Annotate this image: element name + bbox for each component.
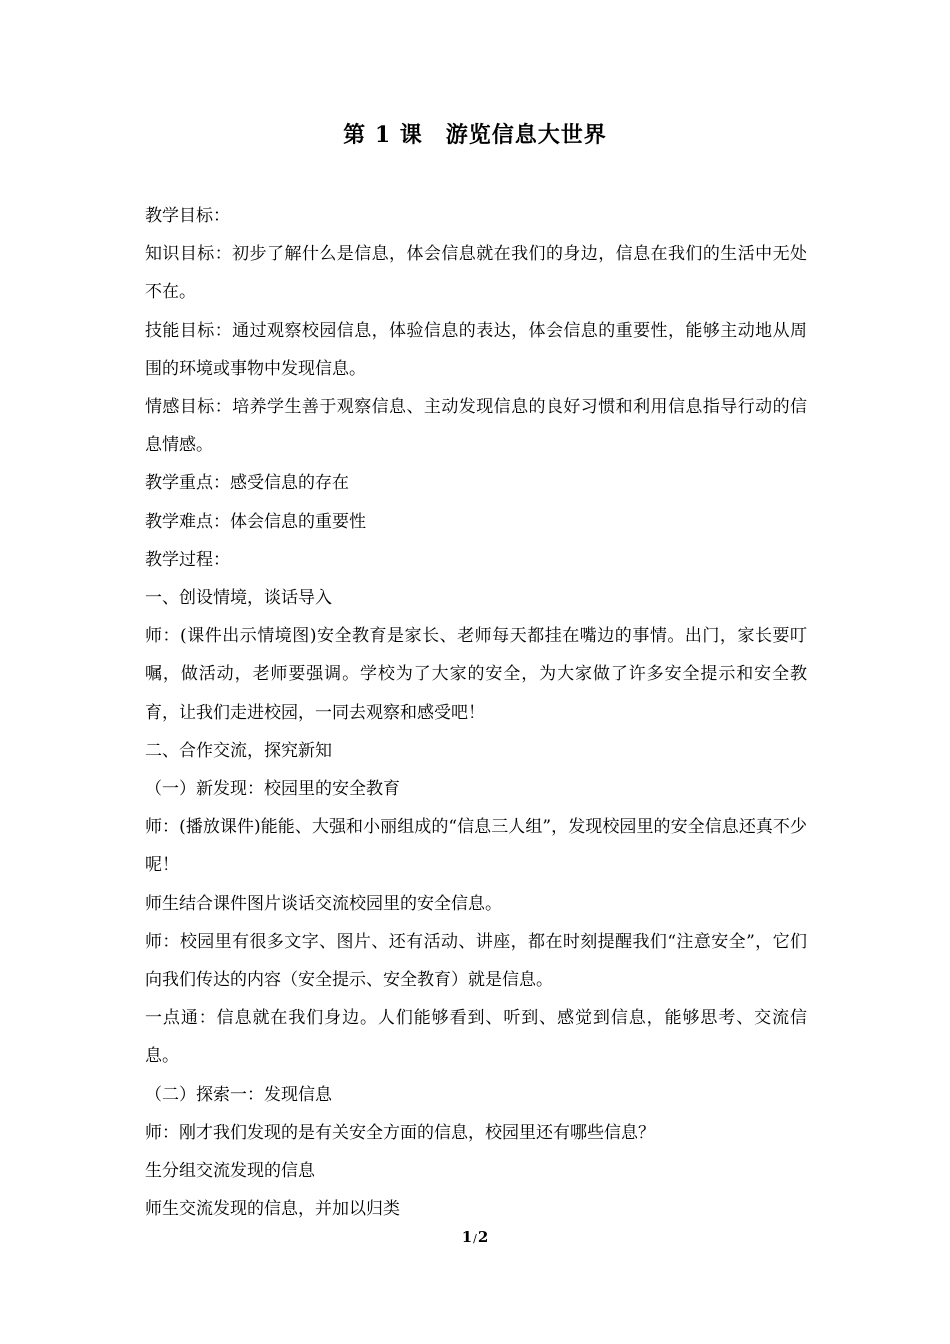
paragraph: 师：校园里有很多文字、图片、还有活动、讲座，都在时刻提醒我们“注意安全”，它们向我们传达的内容（安全提示、安全教育）就是信息。 — [145, 931, 807, 991]
paragraph: 教学过程： — [145, 549, 230, 570]
total-pages-number: 2 — [477, 1228, 489, 1246]
document-body — [145, 197, 807, 1228]
paragraph: 师：(课件出示情境图)安全教育是家长、老师每天都挂在嘴边的事情。出门，家长要叮嘱，做活动，老师要强调。学校为了大家的安全，为大家做了许多安全提示和安全教育，让我们走进校园，一同去观察和感受吧！ — [145, 626, 807, 723]
paragraph: 教学重点：感受信息的存在 — [145, 473, 349, 494]
page-title: 第 1 课 游览信息大世界 — [343, 122, 607, 148]
paragraph: 一点通：信息就在我们身边。人们能够看到、听到、感觉到信息，能够思考、交流信息。 — [145, 1008, 807, 1067]
paragraph: 一、创设情境，谈话导入 — [145, 588, 332, 609]
paragraph: （一）新发现：校园里的安全教育 — [145, 779, 400, 800]
current-page-number: 1 — [461, 1228, 473, 1246]
paragraph: 师：刚才我们发现的是有关安全方面的信息，校园里还有哪些信息？ — [145, 1122, 655, 1143]
paragraph: 师：(播放课件)能能、大强和小丽组成的“信息三人组”，发现校园里的安全信息还真不少呢！ — [145, 817, 807, 876]
paragraph: 教学目标： — [145, 206, 230, 226]
paragraph: 教学难点：体会信息的重要性 — [145, 511, 366, 532]
paragraph: 师生结合课件图片谈话交流校园里的安全信息。 — [145, 893, 502, 914]
page-number — [0, 1228, 950, 1246]
paragraph: 生分组交流发现的信息 — [145, 1161, 315, 1182]
paragraph: 师生交流发现的信息，并加以归类 — [145, 1199, 400, 1220]
paragraph: 知识目标：初步了解什么是信息，体会信息就在我们的身边，信息在我们的生活中无处不在。 — [145, 244, 807, 303]
page-separator: / — [473, 1232, 477, 1245]
paragraph: 二、合作交流，探究新知 — [145, 740, 332, 761]
paragraph: （二）探索一：发现信息 — [145, 1084, 332, 1105]
paragraph: 情感目标：培养学生善于观察信息、主动发现信息的良好习惯和利用信息指导行动的信息情感。 — [145, 397, 807, 456]
paragraph: 技能目标：通过观察校园信息，体验信息的表达，体会信息的重要性，能够主动地从周围的环境或事物中发现信息。 — [145, 320, 807, 379]
